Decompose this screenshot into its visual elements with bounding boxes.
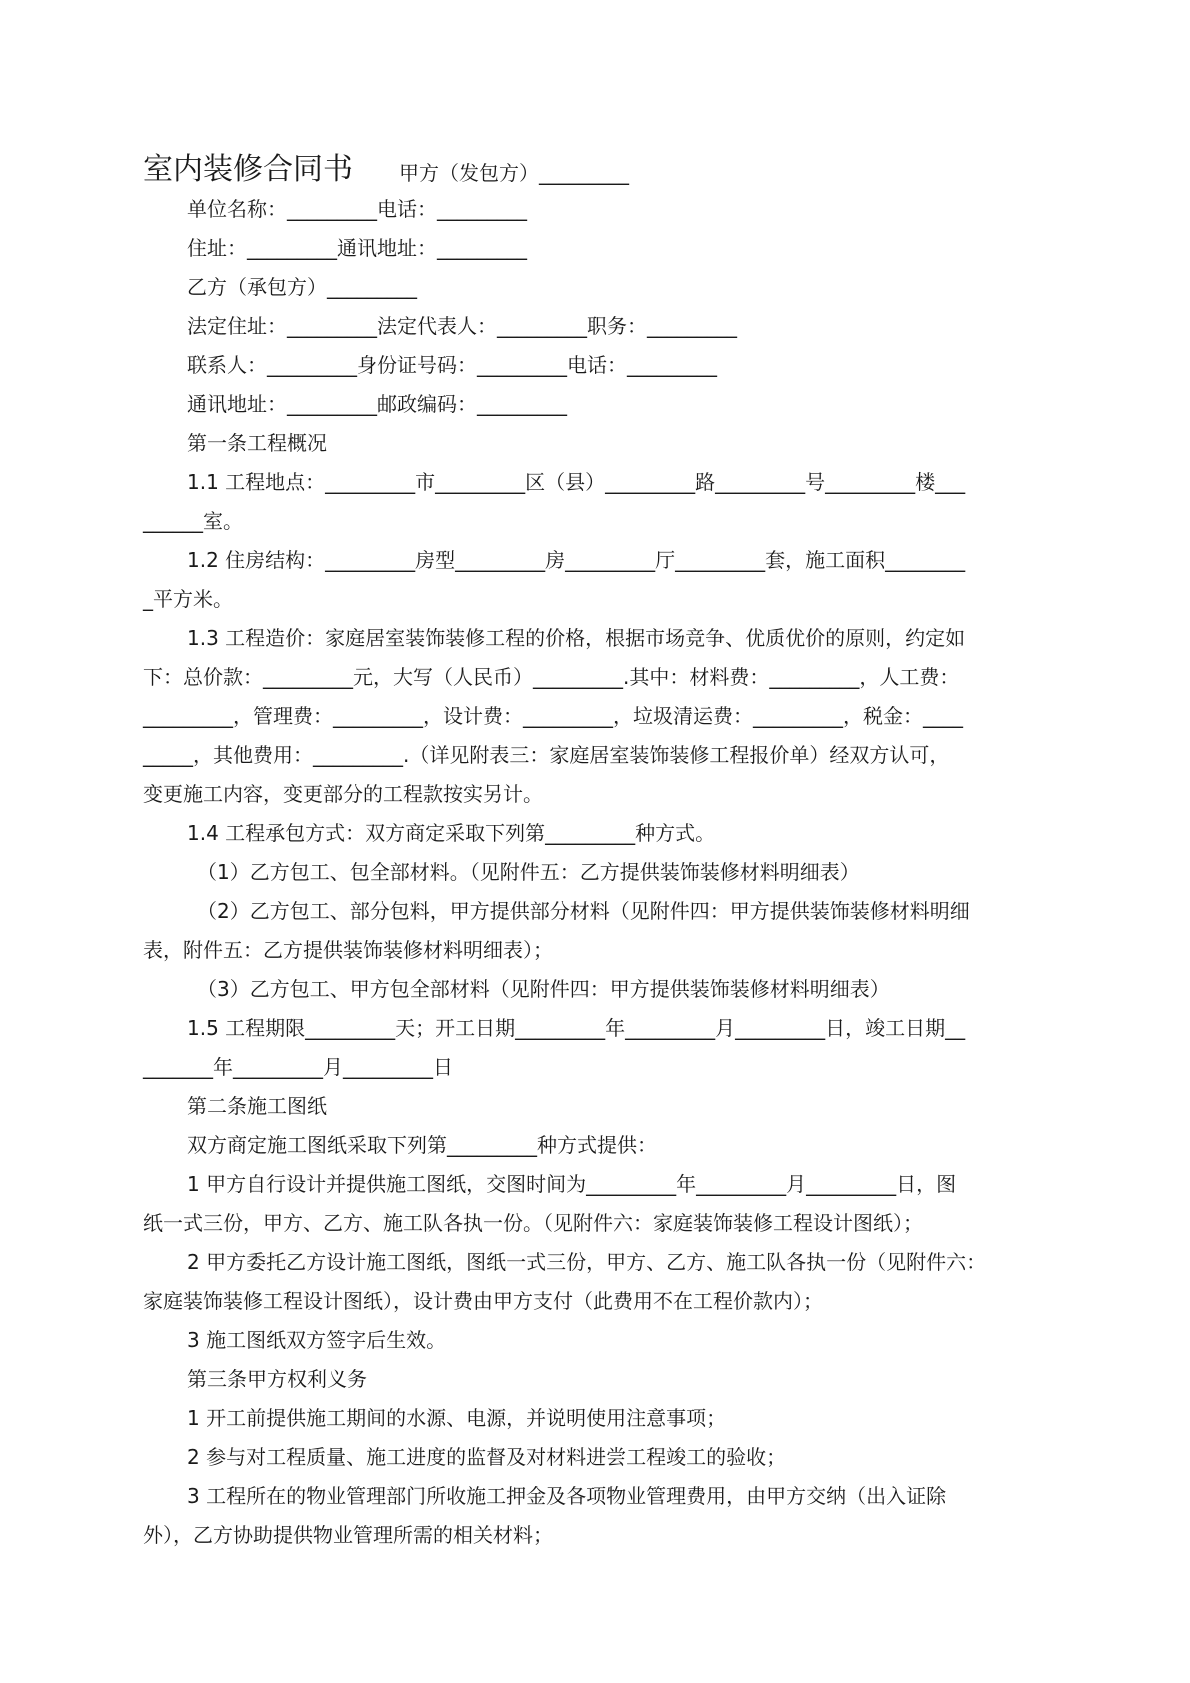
article-2-item-2: 2 甲方委托乙方设计施工图纸，图纸一式三份，甲方、乙方、施工队各执一份（见附件六： bbox=[187, 1250, 987, 1274]
article-2-item-1-cont: 纸一式三份，甲方、乙方、施工队各执一份。（见附件六：家庭装饰装修工程设计图纸）； bbox=[143, 1211, 923, 1235]
address-line: 住址：_________通讯地址：_________ bbox=[187, 236, 527, 260]
clause-1-4-option-1: （1）乙方包工、包全部材料。（见附件五：乙方提供装饰装修材料明细表） bbox=[197, 860, 860, 884]
article-2-heading: 第二条施工图纸 bbox=[187, 1094, 327, 1118]
article-3-item-3-cont: 外），乙方协助提供物业管理所需的相关材料； bbox=[143, 1523, 553, 1547]
clause-1-4-option-3: （3）乙方包工、甲方包全部材料（见附件四：甲方提供装饰装修材料明细表） bbox=[197, 977, 890, 1001]
clause-1-3-cont-2: _________，管理费：_________，设计费：_________，垃圾清运费：_________，税金：____ bbox=[143, 704, 963, 728]
clause-1-3-cont-3: _____，其他费用：_________.（详见附表三：家庭居室装饰装修工程报价单）经双方认可， bbox=[143, 743, 950, 767]
article-2-item-1: 1 甲方自行设计并提供施工图纸，交图时间为_________年_________月_________日，图 bbox=[187, 1172, 957, 1196]
article-2-intro: 双方商定施工图纸采取下列第_________种方式提供： bbox=[187, 1133, 657, 1157]
party-a-heading: 甲方（发包方）_________ bbox=[399, 161, 629, 185]
clause-1-5-cont: _______年_________月_________日 bbox=[143, 1055, 453, 1079]
clause-1-4-option-2: （2）乙方包工、部分包料，甲方提供部分材料（见附件四：甲方提供装饰装修材料明细 bbox=[197, 899, 970, 923]
contract-page bbox=[143, 134, 1063, 1555]
clause-1-4-option-2-cont: 表，附件五：乙方提供装饰装修材料明细表）； bbox=[143, 938, 553, 962]
clause-1-4: 1.4 工程承包方式：双方商定采取下列第_________种方式。 bbox=[187, 821, 716, 845]
clause-1-2: 1.2 住房结构：_________房型_________房_________厅_________套，施工面积________ bbox=[187, 548, 966, 572]
article-3-item-1: 1 开工前提供施工期间的水源、电源，并说明使用注意事项； bbox=[187, 1406, 727, 1430]
article-2-item-3: 3 施工图纸双方签字后生效。 bbox=[187, 1328, 447, 1352]
legal-address-line: 法定住址：_________法定代表人：_________职务：_________ bbox=[187, 314, 737, 338]
article-3-heading: 第三条甲方权利义务 bbox=[187, 1367, 367, 1391]
contact-line: 联系人：_________身份证号码：_________电话：_________ bbox=[187, 353, 717, 377]
clause-1-3-cont-1: 下：总价款：_________元，大写（人民币）_________.其中：材料费：_________，人工费： bbox=[143, 665, 960, 689]
title-row bbox=[143, 134, 1063, 190]
article-2-item-2-cont: 家庭装饰装修工程设计图纸），设计费由甲方支付（此费用不在工程价款内）； bbox=[143, 1289, 823, 1313]
clause-1-1: 1.1 工程地点：_________市_________区（县）_________路_________号_________楼___ bbox=[187, 470, 966, 494]
mailing-address-line: 通讯地址：_________邮政编码：_________ bbox=[187, 392, 567, 416]
document-title: 室内装修合同书 bbox=[143, 152, 353, 187]
article-3-item-2: 2 参与对工程质量、施工进度的监督及对材料进尝工程竣工的验收； bbox=[187, 1445, 787, 1469]
article-3-item-3: 3 工程所在的物业管理部门所收施工押金及各项物业管理费用，由甲方交纳（出入证除 bbox=[187, 1484, 947, 1508]
org-name-phone-line: 单位名称：_________电话：_________ bbox=[187, 197, 527, 221]
clause-1-1-cont: ______室。 bbox=[143, 509, 243, 533]
party-b-heading: 乙方（承包方）_________ bbox=[187, 275, 417, 299]
clause-1-3-cont-4: 变更施工内容，变更部分的工程款按实另计。 bbox=[143, 782, 543, 806]
clause-1-5: 1.5 工程期限_________天；开工日期_________年_________月_________日，竣工日期__ bbox=[187, 1016, 966, 1040]
article-1-heading: 第一条工程概况 bbox=[187, 431, 327, 455]
clause-1-2-cont: _平方米。 bbox=[143, 587, 233, 611]
clause-1-3: 1.3 工程造价：家庭居室装饰装修工程的价格，根据市场竞争、优质优价的原则，约定如 bbox=[187, 626, 966, 650]
